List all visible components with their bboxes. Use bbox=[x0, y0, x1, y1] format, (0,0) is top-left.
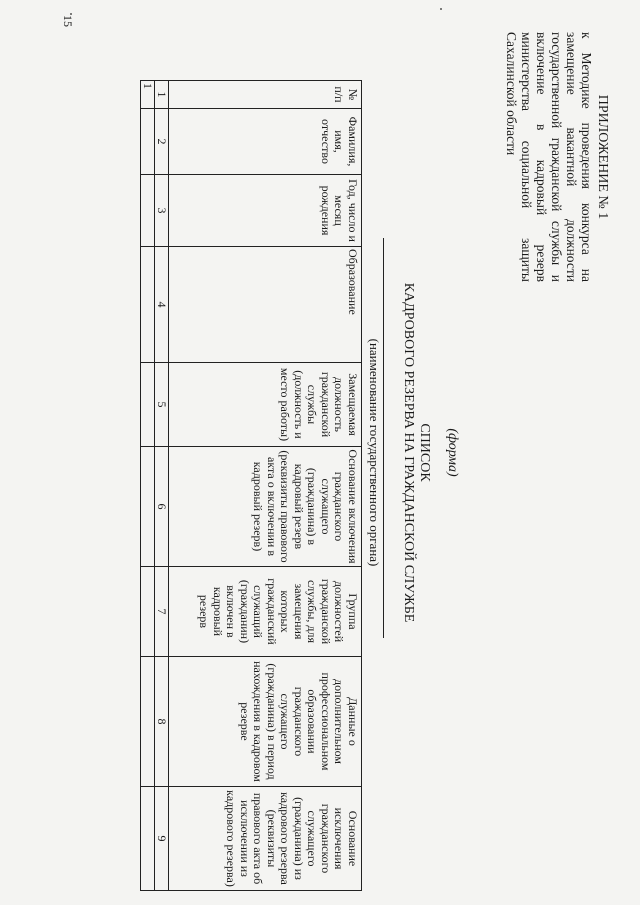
table-cell bbox=[141, 787, 155, 891]
scan-speck bbox=[440, 8, 442, 10]
column-number-cell: 8 bbox=[155, 657, 169, 787]
column-number-cell: 1 bbox=[155, 81, 169, 109]
org-name-underline bbox=[383, 238, 384, 638]
table-cell bbox=[141, 247, 155, 363]
column-number-cell: 2 bbox=[155, 109, 169, 175]
form-label: (форма) bbox=[445, 428, 460, 477]
table-cell bbox=[141, 363, 155, 447]
list-title-line-1: СПИСОК bbox=[417, 423, 432, 482]
column-number-cell: 9 bbox=[155, 787, 169, 891]
table-cell: 1 bbox=[141, 81, 155, 109]
appendix-text: к Методике проведения конкурса на замещение вакантной должности государственной гражданской службы и включение в кадровый резерв министерства социальной защиты Сахалинской области bbox=[504, 32, 594, 282]
column-number-cell: 4 bbox=[155, 247, 169, 363]
table-cell bbox=[141, 175, 155, 247]
table-row bbox=[141, 81, 155, 891]
org-name-caption: (наименование государственного органа) bbox=[367, 338, 382, 567]
reserve-table bbox=[140, 80, 362, 891]
table-cell bbox=[141, 567, 155, 657]
column-number-cell: 5 bbox=[155, 363, 169, 447]
list-title bbox=[400, 0, 432, 905]
column-number-cell: 3 bbox=[155, 175, 169, 247]
table-header-row bbox=[169, 81, 362, 891]
list-title-line-2: КАДРОВОГО РЕЗЕРВА НА ГРАЖДАНСКОЙ СЛУЖБЕ bbox=[401, 282, 416, 623]
appendix-block bbox=[504, 32, 610, 282]
table-cell bbox=[141, 109, 155, 175]
scan-speck bbox=[70, 13, 72, 15]
header-cell: Год, число и месяц рождения bbox=[169, 175, 362, 247]
column-number-cell: 6 bbox=[155, 447, 169, 567]
header-cell: Образование bbox=[169, 247, 362, 363]
header-cell: Основание включения гражданского служащего (гражданина) в кадровый резерв (реквизиты правового акта о включении в кадровый резерв) bbox=[169, 447, 362, 567]
column-number-cell: 7 bbox=[155, 567, 169, 657]
header-cell: Замещаемая должность гражданской службы (должность и место работы) bbox=[169, 363, 362, 447]
header-cell: Данные о дополнительном профессиональном образовании гражданского служащего (гражданина) в период нахождения в кадровом резерве bbox=[169, 657, 362, 787]
page-number: 15 bbox=[61, 15, 75, 27]
table-column-numbers-row bbox=[155, 81, 169, 891]
header-cell: № п/п bbox=[169, 81, 362, 109]
header-cell: Группа должностей гражданской службы, для замещения которых гражданский служащий (гражданин) включен в кадровый резерв bbox=[169, 567, 362, 657]
table-cell bbox=[141, 447, 155, 567]
header-cell: Основание исключения гражданского служащего (гражданина) из кадрового резерва (реквизиты правового акта об исключении из кадрового резерва) bbox=[169, 787, 362, 891]
header-cell: Фамилия, имя, отчество bbox=[169, 109, 362, 175]
appendix-title: ПРИЛОЖЕНИЕ № 1 bbox=[595, 94, 610, 220]
table-cell bbox=[141, 657, 155, 787]
